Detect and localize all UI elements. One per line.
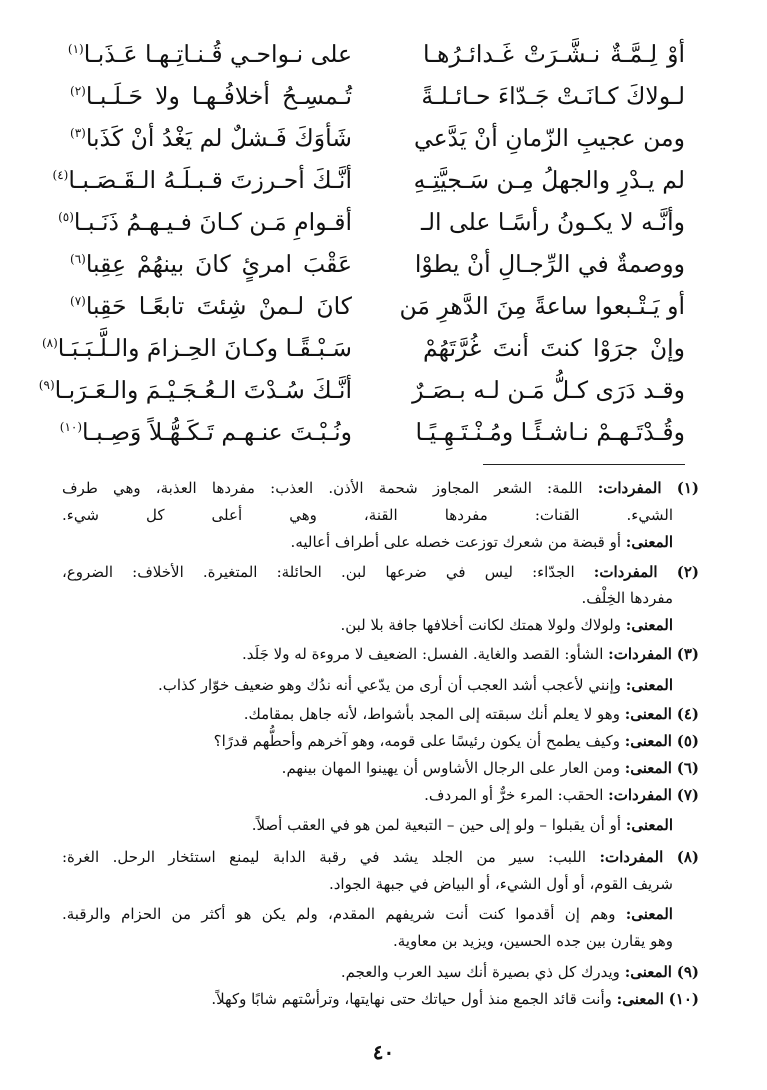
footnote-label: المعنى:: [624, 759, 672, 777]
footnote-marker: (٤): [52, 168, 69, 183]
footnote-line: [62, 476, 699, 500]
footnote-label: المعنى:: [625, 816, 673, 834]
verse-second-hemistich: [70, 76, 352, 116]
footnote-marker: (٥): [58, 210, 74, 225]
verse-first-hemistich: وقـد دَرَى كـلُّ مَـن لـه بـصَـرٌ: [412, 376, 685, 404]
verse-first-hemistich: أو يَـتْـبعوا ساعةً مِنَ الدَّهرِ مَن: [399, 292, 685, 320]
verse-second-hemistich: [52, 160, 352, 200]
footnote-text: اللبب: سير من الجلد يشد في رقبة الدابة ليمنع استئخار الرحل. الغرة:: [62, 848, 587, 866]
footnote-text: أو قبضة من شعرك توزعت خصله على أطراف أعاليه.: [290, 533, 621, 551]
footnote-text: ويدرك كل ذي بصيرة أنك سيد العرب والعجم.: [340, 963, 620, 981]
verse-second-hemistich: [70, 286, 352, 326]
footnote-text: ومن العار على الرجال الأشاوس أن يهينوا المهان بينهم.: [281, 759, 620, 777]
footnote-number: (١): [676, 479, 699, 497]
footnote-text: ولولاك ولولا همتك لكانت أخلافها جافة بلا لبن.: [340, 616, 621, 634]
footnote-label: المعنى:: [624, 732, 672, 750]
footnote-label: المعنى:: [625, 616, 673, 634]
verse-second-hemistich-text: ونُـبْـتَ عنـهـم تَـكَـهُّـلاً وَصِـبـا: [82, 418, 352, 446]
footnote-marker: (٩): [38, 378, 55, 393]
footnote-line: [62, 845, 699, 869]
footnote-number: (٦): [676, 759, 699, 777]
footnote-number: (٧): [676, 786, 699, 804]
verse-second-hemistich-text: أقـوامِ مَـن كـانَ فـيـهـمُ ذَنَـبـا: [73, 208, 352, 236]
verse-second-hemistich-text: على نـواحـي قُـنـاتِـهـا عَـذَبـا: [83, 40, 352, 68]
footnote-label: المعنى:: [625, 905, 673, 923]
footnote-marker: (٧): [70, 294, 86, 309]
poem-verse: [70, 76, 685, 116]
poem-verse: [59, 412, 685, 452]
footnote-text: وهو لا يعلم أنك سبقته إلى المجد بأشواط، لأنه جاهل بمقامك.: [243, 705, 620, 723]
footnote-text: اللمة: الشعر المجاوز شحمة الأذن. العذب: مفردها العذبة، وهي طرف: [62, 479, 583, 497]
poem-verse: [70, 118, 685, 158]
poem-verse: [41, 328, 685, 368]
footnote-line: [62, 702, 699, 726]
verse-second-hemistich-text: أنَّـكَ أحـرزتَ قـبـلَـهُ الـقَـصَـبـا: [68, 166, 352, 194]
footnote-line: [62, 530, 673, 554]
footnote-text: مفردها الخِلْف.: [581, 589, 673, 607]
footnote-text: وهو يقارن بين جده الحسين، ويزيد بن معاوية.: [393, 932, 673, 950]
footnote-line: [62, 960, 699, 984]
verse-second-hemistich: [41, 328, 352, 368]
verse-first-hemistich: لم يـدْرِ والجهلُ مِـن سَـجيَّتِـهِ: [413, 166, 685, 194]
footnote-marker: (٣): [70, 126, 86, 141]
footnote-number: (٥): [676, 732, 699, 750]
footnote-text: وكيف يطمح أن يكون رئيسًا على قومه، وهو آخرهم وأحطُّهم قدرًا؟: [213, 732, 620, 750]
footnote-number: (١٠): [668, 990, 699, 1008]
poem: [38, 34, 685, 454]
footnote-line: [62, 729, 699, 753]
footnote-text: الشأو: القصد والغاية. الفسل: الضعيف لا مروءة له ولا جَلَد.: [242, 645, 604, 663]
verse-second-hemistich-text: شَأوَكَ فَـشلٌ لم يَغْدُ أنْ كَذَبا: [85, 124, 352, 152]
poem-verse: [58, 202, 685, 242]
footnote-label: المعنى:: [624, 705, 672, 723]
verse-first-hemistich: لـولاكَ كـانَـتْ جَـدّاءَ حـائـلـةً: [421, 82, 685, 110]
verse-first-hemistich: وأنَّـه لا يكـونُ رأسًـا على الـ: [420, 208, 685, 236]
verse-second-hemistich: [58, 202, 352, 242]
verse-second-hemistich: [67, 34, 352, 74]
footnote-text: وإنني لأعجب أشد العجب أن أرى من يدّعي أنه ندُك وهو ضعيف خوّار كذاب.: [157, 676, 621, 694]
footnote-text: وهم إن أقدموا كنت أنت شريفهم المقدم، ولم يكن هو أكثر من الحزام والرقبة.: [62, 905, 616, 923]
footnote-line: [62, 503, 673, 527]
footnote-line: [62, 673, 673, 697]
footnote-line: [62, 613, 673, 637]
footnote-number: (٢): [676, 563, 699, 581]
footnote-line: [62, 929, 673, 953]
verse-second-hemistich-text: أنَّـكَ سُـدْتَ الـعُـجَـيْـمَ والـعَـرَبـا: [54, 376, 352, 404]
footnote-text: الحقب: المرء خرٌّ أو المردف.: [424, 786, 604, 804]
poem-verse: [67, 34, 685, 74]
footnote-marker: (٢): [70, 84, 86, 99]
footnote-line: [62, 872, 673, 896]
footnote-label: المفردات:: [608, 645, 672, 663]
verse-second-hemistich: [70, 244, 352, 284]
footnote-marker: (١): [67, 42, 84, 57]
verse-second-hemistich: [38, 370, 352, 410]
page-number: ٤٠: [372, 1040, 395, 1064]
verse-second-hemistich-text: كانَ لـمنْ شِئتَ تابعًـا حَقِبا: [85, 292, 352, 320]
poem-verse: [52, 160, 685, 200]
footnote-text: أو أن يقبلوا – ولو إلى حين – التبعية لمن هو في العقب أصلاً.: [251, 816, 621, 834]
footnote-line: [62, 586, 673, 610]
footnote-label: المفردات:: [593, 563, 658, 581]
footnote-separator: [483, 464, 685, 465]
footnote-label: المعنى:: [616, 990, 664, 1008]
footnote-line: [62, 756, 699, 780]
footnote-marker: (١٠): [59, 420, 83, 435]
footnote-line: [62, 987, 699, 1011]
footnote-text: الجدّاء: ليس في ضرعها لبن. الحائلة: المتغيرة. الأخلاف: الضروع،: [62, 563, 575, 581]
footnote-number: (٣): [676, 645, 699, 663]
footnote-line: [62, 560, 699, 584]
footnote-text: وأنت قائد الجمع منذ أول حياتك حتى نهايتها، وترأسْتهم شابًا وكهلاً.: [211, 990, 612, 1008]
verse-second-hemistich: [59, 412, 352, 452]
verse-second-hemistich-text: تُـمسِـحُ أخلافُـهـا ولا حَـلَـبـا: [85, 82, 352, 110]
footnote-label: المعنى:: [625, 676, 673, 694]
footnote-text: الشيء. القنات: مفردها القنة، وهي أعلى كل شيء.: [62, 506, 673, 524]
verse-first-hemistich: وقُـدْتَـهـمْ نـاشـئًـا ومُـنْـتَـهِـيًـا: [415, 418, 685, 446]
footnote-marker: (٦): [70, 252, 86, 267]
poem-verse: [70, 286, 685, 326]
footnote-text: شريف القوم، أو أول الشيء، أو البياض في جبهة الجواد.: [328, 875, 673, 893]
verse-second-hemistich-text: عَقْبَ امرئٍ كانَ بينهُمْ عِقِبا: [85, 250, 352, 278]
footnote-marker: (٨): [41, 336, 58, 351]
footnote-label: المفردات:: [599, 848, 664, 866]
verse-first-hemistich: ومن عجيبِ الزّمانِ أنْ يَدَّعي: [414, 124, 685, 152]
footnote-label: المفردات:: [608, 786, 672, 804]
footnote-line: [62, 902, 673, 926]
footnote-number: (٤): [676, 705, 699, 723]
verse-second-hemistich: [70, 118, 352, 158]
verse-first-hemistich: وإنْ جرَوْا كنتَ أنتَ غُرَّتَهُمْ: [423, 334, 685, 362]
footnote-label: المفردات:: [597, 479, 662, 497]
verse-second-hemistich-text: سَـبْـقًـا وكـانَ الحِـزامَ والـلَّـبَـبَـا: [57, 334, 352, 362]
poem-verse: [70, 244, 685, 284]
footnote-label: المعنى:: [624, 963, 672, 981]
footnote-number: (٩): [676, 963, 699, 981]
poem-verse: [38, 370, 685, 410]
footnote-line: [62, 813, 673, 837]
footnote-label: المعنى:: [625, 533, 673, 551]
footnote-line: [62, 642, 699, 666]
footnote-line: [62, 783, 699, 807]
verse-first-hemistich: ووصمةٌ في الرِّجـالِ أنْ يطوْا: [414, 250, 685, 278]
footnote-number: (٨): [676, 848, 699, 866]
verse-first-hemistich: أوْ لِـمَّـةٌ نـشَّـرَتْ غَـدائـرُهـا: [423, 40, 685, 68]
